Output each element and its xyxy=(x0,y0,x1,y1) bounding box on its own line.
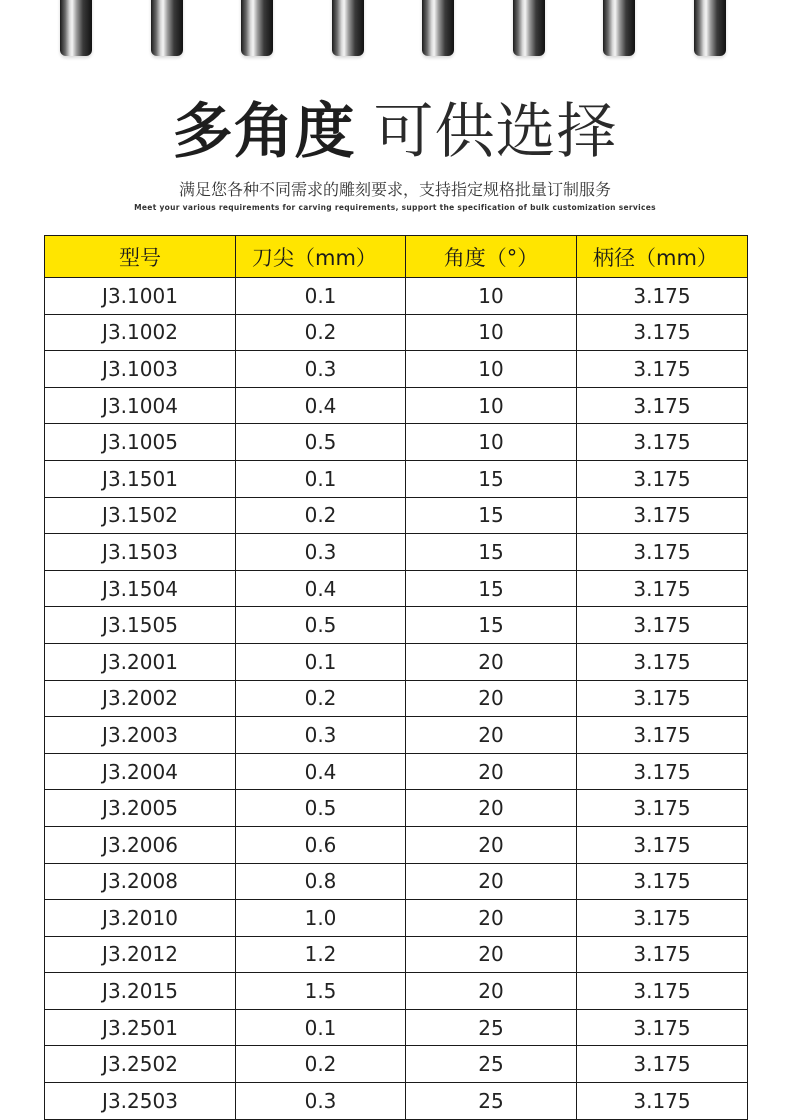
carving-bit-shank xyxy=(241,0,273,56)
table-body xyxy=(45,278,748,1120)
table-row xyxy=(45,826,748,863)
carving-bit-shank xyxy=(151,0,183,56)
cell-angle: 25 xyxy=(406,1009,577,1046)
cell-tip-size: 1.2 xyxy=(236,936,406,973)
page-title xyxy=(0,92,790,172)
title-bold: 多角度 xyxy=(172,97,356,167)
table-row xyxy=(45,387,748,424)
table-row xyxy=(45,351,748,388)
header-angle: 角度（°） xyxy=(406,236,577,278)
cell-tip-size: 0.2 xyxy=(236,497,406,534)
cell-shank-diameter: 3.175 xyxy=(577,900,748,937)
cell-shank-diameter: 3.175 xyxy=(577,717,748,754)
table-row xyxy=(45,790,748,827)
cell-tip-size: 0.3 xyxy=(236,717,406,754)
table-row xyxy=(45,607,748,644)
cell-model: J3.1505 xyxy=(45,607,236,644)
cell-shank-diameter: 3.175 xyxy=(577,1046,748,1083)
cell-tip-size: 0.6 xyxy=(236,826,406,863)
cell-angle: 20 xyxy=(406,643,577,680)
cell-angle: 10 xyxy=(406,278,577,315)
table-header-row xyxy=(45,236,748,278)
cell-shank-diameter: 3.175 xyxy=(577,534,748,571)
cell-tip-size: 0.2 xyxy=(236,1046,406,1083)
carving-bit-shank xyxy=(603,0,635,56)
subtitle: 满足您各种不同需求的雕刻要求，支持指定规格批量订制服务 xyxy=(178,180,611,199)
cell-tip-size: 0.5 xyxy=(236,790,406,827)
table-row xyxy=(45,643,748,680)
cell-model: J3.1001 xyxy=(45,278,236,315)
cell-model: J3.2503 xyxy=(45,1083,236,1120)
cell-model: J3.2501 xyxy=(45,1009,236,1046)
cell-tip-size: 0.2 xyxy=(236,680,406,717)
cell-angle: 15 xyxy=(406,497,577,534)
cell-shank-diameter: 3.175 xyxy=(577,607,748,644)
cell-angle: 20 xyxy=(406,863,577,900)
table-row xyxy=(45,753,748,790)
cell-shank-diameter: 3.175 xyxy=(577,1009,748,1046)
table-row xyxy=(45,900,748,937)
cell-model: J3.1503 xyxy=(45,534,236,571)
table-row xyxy=(45,1083,748,1120)
cell-tip-size: 0.4 xyxy=(236,387,406,424)
cell-tip-size: 0.2 xyxy=(236,314,406,351)
cell-angle: 20 xyxy=(406,717,577,754)
cell-shank-diameter: 3.175 xyxy=(577,460,748,497)
table-row xyxy=(45,1009,748,1046)
cell-model: J3.1502 xyxy=(45,497,236,534)
table-row xyxy=(45,314,748,351)
cell-angle: 15 xyxy=(406,570,577,607)
header-shank-diameter: 柄径（mm） xyxy=(577,236,748,278)
cell-model: J3.2006 xyxy=(45,826,236,863)
subtitle-english: Meet your various requirements for carving requirements, support the specification of bulk customization services xyxy=(134,203,656,212)
carving-bit-shank xyxy=(60,0,92,56)
cell-angle: 15 xyxy=(406,607,577,644)
cell-angle: 20 xyxy=(406,826,577,863)
cell-model: J3.1501 xyxy=(45,460,236,497)
cell-shank-diameter: 3.175 xyxy=(577,643,748,680)
carving-bit-shank xyxy=(422,0,454,56)
cell-tip-size: 1.5 xyxy=(236,973,406,1010)
cell-shank-diameter: 3.175 xyxy=(577,680,748,717)
cell-shank-diameter: 3.175 xyxy=(577,570,748,607)
cell-angle: 15 xyxy=(406,534,577,571)
cell-model: J3.1504 xyxy=(45,570,236,607)
cell-angle: 20 xyxy=(406,680,577,717)
cell-shank-diameter: 3.175 xyxy=(577,387,748,424)
carving-bits-image xyxy=(0,0,790,62)
cell-angle: 25 xyxy=(406,1046,577,1083)
table-row xyxy=(45,570,748,607)
cell-angle: 10 xyxy=(406,351,577,388)
cell-model: J3.2502 xyxy=(45,1046,236,1083)
cell-shank-diameter: 3.175 xyxy=(577,936,748,973)
cell-angle: 20 xyxy=(406,900,577,937)
cell-model: J3.2002 xyxy=(45,680,236,717)
cell-tip-size: 0.1 xyxy=(236,278,406,315)
cell-shank-diameter: 3.175 xyxy=(577,278,748,315)
spec-table xyxy=(44,235,748,1120)
cell-shank-diameter: 3.175 xyxy=(577,314,748,351)
cell-angle: 20 xyxy=(406,973,577,1010)
cell-shank-diameter: 3.175 xyxy=(577,863,748,900)
cell-tip-size: 1.0 xyxy=(236,900,406,937)
cell-model: J3.2015 xyxy=(45,973,236,1010)
table-row xyxy=(45,424,748,461)
cell-model: J3.2004 xyxy=(45,753,236,790)
cell-model: J3.1003 xyxy=(45,351,236,388)
table-row xyxy=(45,1046,748,1083)
table-row xyxy=(45,936,748,973)
cell-model: J3.1004 xyxy=(45,387,236,424)
cell-tip-size: 0.5 xyxy=(236,607,406,644)
table-row xyxy=(45,534,748,571)
cell-shank-diameter: 3.175 xyxy=(577,1083,748,1120)
cell-angle: 25 xyxy=(406,1083,577,1120)
cell-angle: 10 xyxy=(406,424,577,461)
cell-tip-size: 0.5 xyxy=(236,424,406,461)
cell-tip-size: 0.1 xyxy=(236,460,406,497)
cell-angle: 10 xyxy=(406,314,577,351)
table-row xyxy=(45,460,748,497)
carving-bit-shank xyxy=(694,0,726,56)
title-light: 可供选择 xyxy=(373,97,618,167)
header-tip-size: 刀尖（mm） xyxy=(236,236,406,278)
cell-tip-size: 0.4 xyxy=(236,570,406,607)
cell-angle: 20 xyxy=(406,753,577,790)
cell-angle: 15 xyxy=(406,460,577,497)
table-row xyxy=(45,863,748,900)
cell-model: J3.2005 xyxy=(45,790,236,827)
cell-shank-diameter: 3.175 xyxy=(577,497,748,534)
table-row xyxy=(45,680,748,717)
cell-model: J3.1005 xyxy=(45,424,236,461)
cell-tip-size: 0.1 xyxy=(236,1009,406,1046)
table-row xyxy=(45,278,748,315)
cell-model: J3.2010 xyxy=(45,900,236,937)
cell-angle: 10 xyxy=(406,387,577,424)
header-model: 型号 xyxy=(45,236,236,278)
table-row xyxy=(45,973,748,1010)
cell-shank-diameter: 3.175 xyxy=(577,424,748,461)
cell-model: J3.2001 xyxy=(45,643,236,680)
cell-angle: 20 xyxy=(406,790,577,827)
cell-tip-size: 0.1 xyxy=(236,643,406,680)
cell-shank-diameter: 3.175 xyxy=(577,351,748,388)
table-row xyxy=(45,497,748,534)
cell-model: J3.1002 xyxy=(45,314,236,351)
cell-shank-diameter: 3.175 xyxy=(577,790,748,827)
cell-tip-size: 0.4 xyxy=(236,753,406,790)
cell-tip-size: 0.3 xyxy=(236,351,406,388)
cell-angle: 20 xyxy=(406,936,577,973)
cell-model: J3.2012 xyxy=(45,936,236,973)
cell-model: J3.2003 xyxy=(45,717,236,754)
carving-bit-shank xyxy=(332,0,364,56)
table-row xyxy=(45,717,748,754)
cell-shank-diameter: 3.175 xyxy=(577,826,748,863)
cell-tip-size: 0.8 xyxy=(236,863,406,900)
cell-shank-diameter: 3.175 xyxy=(577,753,748,790)
cell-model: J3.2008 xyxy=(45,863,236,900)
cell-shank-diameter: 3.175 xyxy=(577,973,748,1010)
carving-bit-shank xyxy=(513,0,545,56)
cell-tip-size: 0.3 xyxy=(236,534,406,571)
cell-tip-size: 0.3 xyxy=(236,1083,406,1120)
